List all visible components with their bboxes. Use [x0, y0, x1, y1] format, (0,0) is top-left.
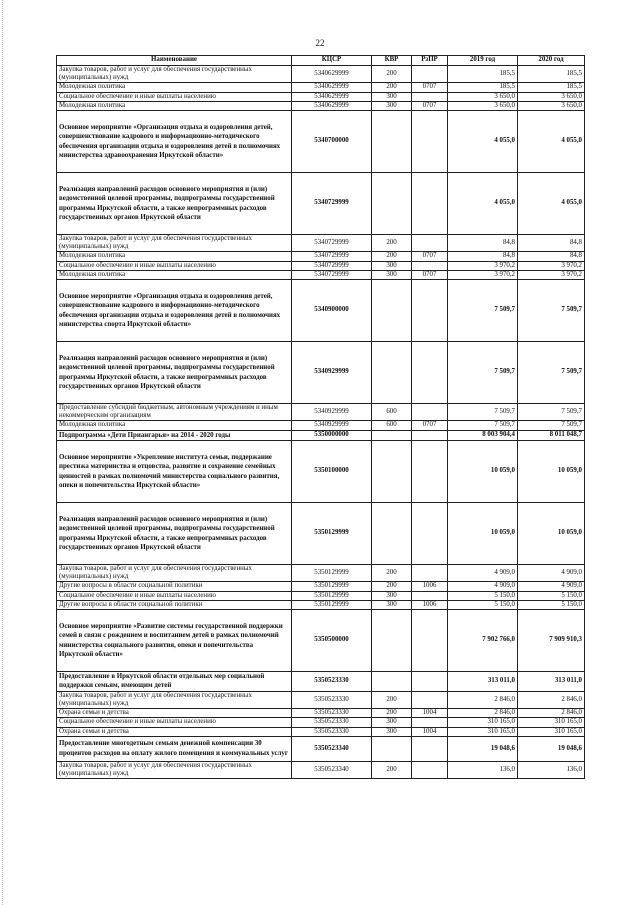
- table-row: [57, 600, 585, 609]
- row-2019-cell: 84,8: [448, 235, 518, 252]
- row-kcsr-cell: 5350523340: [292, 761, 372, 778]
- row-name-cell: Закупка товаров, работ и услуг для обеспечения государственных (муниципальных) нужд: [57, 66, 292, 83]
- row-kvr-cell: [372, 342, 412, 404]
- row-kvr-cell: 300: [372, 718, 412, 727]
- row-rzpr-cell: [412, 761, 448, 778]
- row-name-cell: Реализация направлений расходов основного мероприятия и (или) ведомственной целевой программы, подпрограммы государственной программы Иркутской области, а также непрограммных расходов государственных органов Иркутской области: [57, 503, 292, 565]
- row-2019-cell: 10 059,0: [448, 441, 518, 503]
- row-kcsr-cell: 5350100000: [292, 441, 372, 503]
- row-2019-cell: 136,0: [448, 761, 518, 778]
- table-row: [57, 235, 585, 252]
- row-rzpr-cell: [412, 342, 448, 404]
- row-2020-cell: 7 509,7: [518, 404, 585, 421]
- row-2019-cell: 3 650,0: [448, 101, 518, 110]
- page-number: 22: [315, 38, 325, 48]
- row-2020-cell: 7 509,7: [518, 280, 585, 342]
- row-2019-cell: 3 650,0: [448, 92, 518, 101]
- row-rzpr-cell: 1006: [412, 600, 448, 609]
- row-2020-cell: 7 509,7: [518, 421, 585, 430]
- row-rzpr-cell: 0707: [412, 270, 448, 279]
- row-kvr-cell: 200: [372, 709, 412, 718]
- row-2019-cell: 7 509,7: [448, 404, 518, 421]
- row-2020-cell: 4 909,0: [518, 582, 585, 591]
- row-rzpr-cell: 1004: [412, 709, 448, 718]
- table-row: [57, 101, 585, 110]
- row-2019-cell: 5 150,0: [448, 600, 518, 609]
- row-kvr-cell: 200: [372, 83, 412, 92]
- row-kcsr-cell: 5350523330: [292, 672, 372, 692]
- row-kvr-cell: 300: [372, 92, 412, 101]
- row-rzpr-cell: [412, 280, 448, 342]
- row-kvr-cell: 200: [372, 235, 412, 252]
- row-name-cell: Социальное обеспечение и иные выплаты населению: [57, 591, 292, 600]
- row-rzpr-cell: 1004: [412, 727, 448, 736]
- table-row: [57, 727, 585, 736]
- table-row: [57, 691, 585, 708]
- row-2020-cell: 2 846,0: [518, 709, 585, 718]
- row-2019-cell: 19 048,6: [448, 736, 518, 761]
- row-kvr-cell: 200: [372, 582, 412, 591]
- row-kvr-cell: 300: [372, 727, 412, 736]
- row-name-cell: Предоставление в Иркутской области отдельных мер социальной поддержки семьям, имеющим детей: [57, 672, 292, 692]
- row-name-cell: Основное мероприятие «Развитие системы государственной поддержки семей в связи с рождением и воспитанием детей в рамках полномочий министерства социального развития, опеки и попечительства Иркутской области»: [57, 610, 292, 672]
- table-row: [57, 342, 585, 404]
- row-2020-cell: 4 055,0: [518, 111, 585, 173]
- scan-edge: [2, 0, 4, 905]
- row-kcsr-cell: 5350129999: [292, 582, 372, 591]
- row-kvr-cell: 200: [372, 252, 412, 261]
- row-name-cell: Предоставление субсидий бюджетным, автономным учреждениям и иным некоммерческим организациям: [57, 404, 292, 421]
- table-row: [57, 83, 585, 92]
- row-2019-cell: 2 846,0: [448, 691, 518, 708]
- row-2019-cell: 4 909,0: [448, 565, 518, 582]
- row-rzpr-cell: [412, 404, 448, 421]
- row-kcsr-cell: 5350129999: [292, 600, 372, 609]
- row-kvr-cell: [372, 672, 412, 692]
- row-kvr-cell: 300: [372, 101, 412, 110]
- row-2019-cell: 3 970,2: [448, 261, 518, 270]
- row-2019-cell: 4 909,0: [448, 582, 518, 591]
- row-2020-cell: 3 650,0: [518, 92, 585, 101]
- row-2020-cell: 310 165,0: [518, 718, 585, 727]
- row-kcsr-cell: 5340929999: [292, 404, 372, 421]
- row-kvr-cell: 200: [372, 565, 412, 582]
- row-kcsr-cell: 5350000000: [292, 430, 372, 440]
- row-2020-cell: 10 059,0: [518, 441, 585, 503]
- row-kvr-cell: [372, 111, 412, 173]
- row-name-cell: Закупка товаров, работ и услуг для обеспечения государственных (муниципальных) нужд: [57, 691, 292, 708]
- row-kcsr-cell: 5340700000: [292, 111, 372, 173]
- row-2019-cell: 5 150,0: [448, 591, 518, 600]
- row-name-cell: Социальное обеспечение и иные выплаты населению: [57, 92, 292, 101]
- table-row: [57, 261, 585, 270]
- row-rzpr-cell: 0707: [412, 252, 448, 261]
- table-row: [57, 672, 585, 692]
- row-2020-cell: 310 165,0: [518, 727, 585, 736]
- row-rzpr-cell: [412, 92, 448, 101]
- row-kcsr-cell: 5340629999: [292, 101, 372, 110]
- row-2020-cell: 19 048,6: [518, 736, 585, 761]
- row-2019-cell: 10 059,0: [448, 503, 518, 565]
- row-name-cell: Молодежная политика: [57, 270, 292, 279]
- row-name-cell: Основное мероприятие «Организация отдыха и оздоровления детей, совершенствование кадрового и информационно-методического обеспечения организации отдыха и оздоровления детей в полномочиях министерства здравоохранения Иркутской области»: [57, 111, 292, 173]
- row-rzpr-cell: [412, 672, 448, 692]
- table-row: [57, 173, 585, 235]
- row-kcsr-cell: 5340929999: [292, 342, 372, 404]
- table-row: [57, 270, 585, 279]
- table-row: [57, 252, 585, 261]
- table-row: [57, 404, 585, 421]
- row-kcsr-cell: 5340900000: [292, 280, 372, 342]
- table-row: [57, 591, 585, 600]
- col-header-kvr: КВР: [372, 56, 412, 66]
- row-kvr-cell: [372, 503, 412, 565]
- row-2020-cell: 3 970,2: [518, 270, 585, 279]
- row-name-cell: Закупка товаров, работ и услуг для обеспечения государственных (муниципальных) нужд: [57, 761, 292, 778]
- row-2020-cell: 8 011 048,7: [518, 430, 585, 440]
- row-kcsr-cell: 5350523330: [292, 709, 372, 718]
- table-row: [57, 92, 585, 101]
- col-header-rzpr: РзПР: [412, 56, 448, 66]
- row-name-cell: Закупка товаров, работ и услуг для обеспечения государственных (муниципальных) нужд: [57, 235, 292, 252]
- row-2020-cell: 84,8: [518, 235, 585, 252]
- row-2020-cell: 84,8: [518, 252, 585, 261]
- row-2020-cell: 4 055,0: [518, 173, 585, 235]
- table-row: [57, 736, 585, 761]
- row-kcsr-cell: 5350523330: [292, 718, 372, 727]
- row-kcsr-cell: 5350129999: [292, 503, 372, 565]
- row-2019-cell: 310 165,0: [448, 727, 518, 736]
- table-row: [57, 709, 585, 718]
- row-kvr-cell: 200: [372, 66, 412, 83]
- row-kcsr-cell: 5340729999: [292, 173, 372, 235]
- table-row: [57, 718, 585, 727]
- row-name-cell: Закупка товаров, работ и услуг для обеспечения государственных (муниципальных) нужд: [57, 565, 292, 582]
- row-rzpr-cell: [412, 591, 448, 600]
- row-kvr-cell: [372, 736, 412, 761]
- row-kvr-cell: 300: [372, 261, 412, 270]
- row-kcsr-cell: 5340729999: [292, 235, 372, 252]
- row-name-cell: Молодежная политика: [57, 421, 292, 430]
- table-row: [57, 582, 585, 591]
- row-kcsr-cell: 5350500000: [292, 610, 372, 672]
- row-kvr-cell: [372, 441, 412, 503]
- row-name-cell: Основное мероприятие «Укрепление института семьи, поддержание престижа материнства и отцовства, развитие и сохранение семейных ценностей в рамках полномочий министерства социального развития, опеки и попечительства Иркутской области»: [57, 441, 292, 503]
- row-2019-cell: 7 509,7: [448, 280, 518, 342]
- col-header-kcsr: КЦСР: [292, 56, 372, 66]
- row-2020-cell: 7 509,7: [518, 342, 585, 404]
- row-2019-cell: 2 846,0: [448, 709, 518, 718]
- row-kcsr-cell: 5340729999: [292, 261, 372, 270]
- row-rzpr-cell: [412, 441, 448, 503]
- row-2019-cell: 7 509,7: [448, 421, 518, 430]
- table-row: [57, 430, 585, 440]
- row-kvr-cell: [372, 173, 412, 235]
- table-header-row: [57, 56, 585, 66]
- row-name-cell: Охрана семьи и детства: [57, 727, 292, 736]
- row-rzpr-cell: 0707: [412, 421, 448, 430]
- row-kcsr-cell: 5340629999: [292, 92, 372, 101]
- row-name-cell: Основное мероприятие «Организация отдыха и оздоровления детей, совершенствование кадрового и информационно-методического обеспечения организации отдыха и оздоровления детей в полномочиях министерства спорта Иркутской области»: [57, 280, 292, 342]
- row-kcsr-cell: 5340729999: [292, 252, 372, 261]
- row-kvr-cell: 300: [372, 270, 412, 279]
- row-name-cell: Молодежная политика: [57, 83, 292, 92]
- row-2020-cell: 7 909 910,3: [518, 610, 585, 672]
- row-2019-cell: 7 902 766,0: [448, 610, 518, 672]
- row-kvr-cell: [372, 280, 412, 342]
- row-rzpr-cell: [412, 235, 448, 252]
- table-row: [57, 280, 585, 342]
- row-rzpr-cell: 0707: [412, 101, 448, 110]
- row-2019-cell: 4 055,0: [448, 173, 518, 235]
- row-2020-cell: 3 970,2: [518, 261, 585, 270]
- row-kcsr-cell: 5350523330: [292, 691, 372, 708]
- row-2020-cell: 5 150,0: [518, 591, 585, 600]
- row-kvr-cell: 600: [372, 421, 412, 430]
- row-rzpr-cell: [412, 430, 448, 440]
- row-2020-cell: 313 011,0: [518, 672, 585, 692]
- row-kvr-cell: 200: [372, 691, 412, 708]
- row-2020-cell: 4 909,0: [518, 565, 585, 582]
- budget-table: [56, 55, 585, 779]
- table-row: [57, 441, 585, 503]
- col-header-2020: 2020 год: [518, 56, 585, 66]
- row-rzpr-cell: [412, 173, 448, 235]
- row-2019-cell: 84,8: [448, 252, 518, 261]
- row-rzpr-cell: [412, 736, 448, 761]
- table-row: [57, 421, 585, 430]
- row-rzpr-cell: [412, 565, 448, 582]
- row-2019-cell: 8 003 904,4: [448, 430, 518, 440]
- row-name-cell: Социальное обеспечение и иные выплаты населению: [57, 261, 292, 270]
- row-kcsr-cell: 5350129999: [292, 565, 372, 582]
- row-2019-cell: 4 055,0: [448, 111, 518, 173]
- row-rzpr-cell: [412, 261, 448, 270]
- col-header-name: Наименование: [57, 56, 292, 66]
- table-row: [57, 111, 585, 173]
- row-kvr-cell: 200: [372, 761, 412, 778]
- table-row: [57, 503, 585, 565]
- row-rzpr-cell: [412, 691, 448, 708]
- row-2019-cell: 185,5: [448, 66, 518, 83]
- row-kcsr-cell: 5350523340: [292, 736, 372, 761]
- col-header-2019: 2019 год: [448, 56, 518, 66]
- row-2020-cell: 10 059,0: [518, 503, 585, 565]
- row-kcsr-cell: 5340929999: [292, 421, 372, 430]
- row-kvr-cell: 300: [372, 591, 412, 600]
- row-rzpr-cell: [412, 503, 448, 565]
- row-name-cell: Подпрограмма «Дети Приангарья» на 2014 - 2020 годы: [57, 430, 292, 440]
- row-2020-cell: 185,5: [518, 83, 585, 92]
- row-rzpr-cell: [412, 111, 448, 173]
- table-body: [57, 66, 585, 779]
- row-2020-cell: 185,5: [518, 66, 585, 83]
- table-row: [57, 610, 585, 672]
- row-2020-cell: 3 650,0: [518, 101, 585, 110]
- row-kcsr-cell: 5350523330: [292, 727, 372, 736]
- row-rzpr-cell: [412, 718, 448, 727]
- row-rzpr-cell: [412, 66, 448, 83]
- row-kvr-cell: [372, 430, 412, 440]
- row-kcsr-cell: 5350129999: [292, 591, 372, 600]
- row-kvr-cell: 300: [372, 600, 412, 609]
- row-rzpr-cell: [412, 610, 448, 672]
- table-row: [57, 565, 585, 582]
- row-2019-cell: 185,5: [448, 83, 518, 92]
- row-name-cell: Другие вопросы в области социальной политики: [57, 600, 292, 609]
- row-name-cell: Молодежная политика: [57, 101, 292, 110]
- row-2019-cell: 313 011,0: [448, 672, 518, 692]
- row-2020-cell: 5 150,0: [518, 600, 585, 609]
- table-row: [57, 761, 585, 778]
- row-kvr-cell: [372, 610, 412, 672]
- row-name-cell: Социальное обеспечение и иные выплаты населению: [57, 718, 292, 727]
- row-2019-cell: 3 970,2: [448, 270, 518, 279]
- row-name-cell: Молодежная политика: [57, 252, 292, 261]
- row-name-cell: Другие вопросы в области социальной политики: [57, 582, 292, 591]
- row-2020-cell: 136,0: [518, 761, 585, 778]
- row-2020-cell: 2 846,0: [518, 691, 585, 708]
- row-rzpr-cell: 0707: [412, 83, 448, 92]
- row-rzpr-cell: 1006: [412, 582, 448, 591]
- row-name-cell: Реализация направлений расходов основного мероприятия и (или) ведомственной целевой программы, подпрограммы государственной программы Иркутской области, а также непрограммных расходов государственных органов Иркутской области: [57, 342, 292, 404]
- row-2019-cell: 310 165,0: [448, 718, 518, 727]
- row-kcsr-cell: 5340629999: [292, 66, 372, 83]
- row-name-cell: Охрана семьи и детства: [57, 709, 292, 718]
- row-2019-cell: 7 509,7: [448, 342, 518, 404]
- row-kcsr-cell: 5340729999: [292, 270, 372, 279]
- row-name-cell: Реализация направлений расходов основного мероприятия и (или) ведомственной целевой программы, подпрограммы государственной программы Иркутской области, а также непрограммных расходов государственных органов Иркутской области: [57, 173, 292, 235]
- row-kvr-cell: 600: [372, 404, 412, 421]
- row-kcsr-cell: 5340629999: [292, 83, 372, 92]
- row-name-cell: Предоставление многодетным семьям денежной компенсации 30 процентов расходов на оплату жилого помещения и коммунальных услуг: [57, 736, 292, 761]
- table-row: [57, 66, 585, 83]
